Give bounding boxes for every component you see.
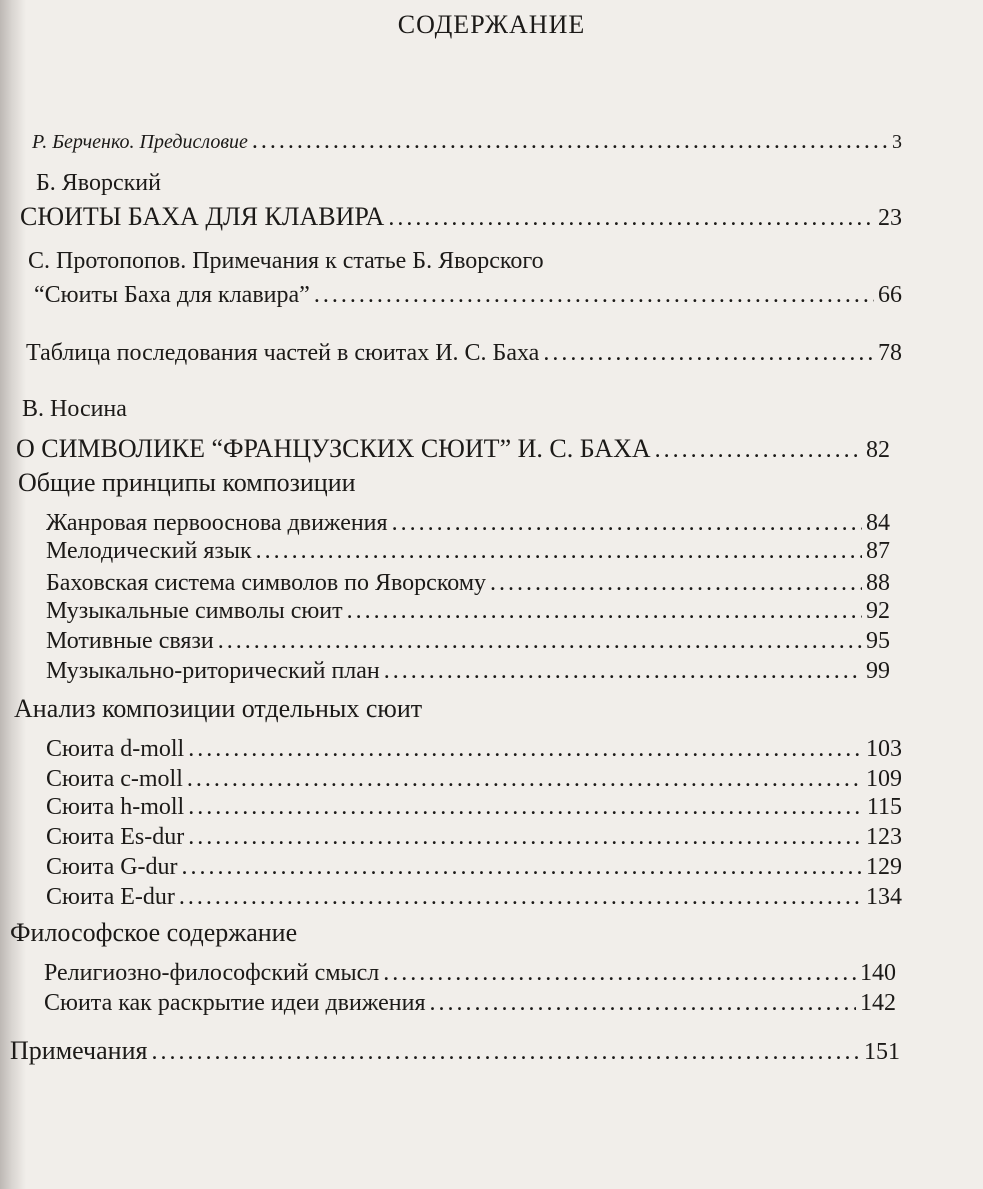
- toc-entry[interactable]: [46, 736, 902, 763]
- toc-entry-text: Р. Берченко. Предисловие: [32, 131, 248, 153]
- toc-entry-heading: СЮИТЫ БАХА ДЛЯ КЛАВИРА: [20, 202, 385, 231]
- toc-entry[interactable]: [46, 794, 902, 821]
- leader-dots: [179, 884, 862, 911]
- toc-page-number: 84: [866, 510, 890, 536]
- toc-page-number: 95: [866, 628, 890, 654]
- leader-dots: [218, 628, 862, 655]
- toc-entry-text: Музыкально-риторический план: [46, 658, 380, 684]
- page-edge-shadow: [0, 0, 26, 1189]
- toc-entry-text: Примечания: [10, 1036, 148, 1065]
- toc-entry-text: Религиозно-философский смысл: [44, 960, 380, 986]
- leader-dots: [655, 437, 862, 464]
- toc-entry-text: Сюита G-dur: [46, 854, 178, 880]
- toc-page-number: 88: [866, 570, 890, 596]
- toc-entry-heading: О СИМВОЛИКЕ “ФРАНЦУЗСКИХ СЮИТ” И. С. БАХА: [16, 434, 651, 463]
- toc-page-number: 151: [864, 1039, 900, 1065]
- toc-entry-text: Баховская система символов по Яворскому: [46, 570, 487, 596]
- toc-entry-text: Таблица последования частей в сюитах И. С. Баха: [26, 340, 540, 366]
- leader-dots: [188, 824, 862, 851]
- section-title-analysis: Анализ композиции отдельных сюит: [14, 694, 423, 723]
- section-title-philosophy: Философское содержание: [10, 918, 298, 947]
- toc-entry[interactable]: [46, 884, 902, 911]
- leader-dots: [188, 794, 863, 821]
- toc-entry[interactable]: [46, 766, 902, 793]
- toc-entry-notes[interactable]: [10, 1036, 900, 1066]
- toc-entry[interactable]: [46, 570, 890, 597]
- leader-dots: [347, 598, 862, 625]
- toc-page-number: 92: [866, 598, 890, 624]
- toc-entry[interactable]: [46, 824, 902, 851]
- toc-entry-text: Сюита Es-dur: [46, 824, 185, 850]
- toc-entry[interactable]: [44, 990, 896, 1017]
- toc-entry[interactable]: [44, 960, 896, 987]
- toc-page-number: 103: [866, 736, 902, 762]
- toc-page-number: 140: [860, 960, 896, 986]
- toc-page-number: 109: [866, 766, 902, 792]
- toc-page-number: 82: [866, 437, 890, 463]
- toc-entry-table[interactable]: [26, 340, 902, 367]
- toc-entry-text: Жанровая первооснова движения: [46, 510, 388, 536]
- leader-dots: [256, 538, 862, 565]
- author-yavorsky: Б. Яворский: [36, 170, 161, 196]
- author-nosina: В. Носина: [22, 396, 127, 422]
- leader-dots: [252, 128, 888, 155]
- toc-page-number: 23: [878, 205, 902, 231]
- leader-dots: [314, 282, 874, 309]
- leader-dots: [490, 570, 862, 597]
- toc-entry[interactable]: [46, 628, 890, 655]
- toc-entry-text: Мелодический язык: [46, 538, 252, 564]
- toc-page-number: 87: [866, 538, 890, 564]
- leader-dots: [388, 205, 874, 232]
- leader-dots: [429, 990, 856, 1017]
- toc-entry-nosina[interactable]: [16, 434, 890, 464]
- toc-page-number: 99: [866, 658, 890, 684]
- toc-entry-text: Сюита d-moll: [46, 736, 185, 762]
- leader-dots: [188, 736, 862, 763]
- toc-entry-text: “Сюиты Баха для клавира”: [34, 282, 310, 308]
- leader-dots: [383, 960, 856, 987]
- toc-page-number: 115: [866, 794, 902, 820]
- toc-page-number: 123: [866, 824, 902, 850]
- leader-dots: [392, 510, 862, 537]
- toc-entry-text: Сюита как раскрытие идеи движения: [44, 990, 426, 1016]
- leader-dots: [187, 766, 862, 793]
- toc-entry-text: Сюита E-dur: [46, 884, 175, 910]
- toc-page-number: 66: [878, 282, 902, 308]
- section-title-general-principles: Общие принципы композиции: [18, 468, 356, 497]
- toc-entry-preface[interactable]: [32, 128, 902, 155]
- toc-page-number: 142: [860, 990, 896, 1016]
- toc-page-number: 129: [866, 854, 902, 880]
- toc-entry-text: Сюита c-moll: [46, 766, 183, 792]
- leader-dots: [384, 658, 862, 685]
- toc-entry-protopopov[interactable]: [34, 282, 902, 309]
- toc-entry-protopopov-line1: С. Протопопов. Примечания к статье Б. Яворского: [28, 248, 544, 274]
- toc-page-number: 3: [892, 131, 902, 153]
- toc-entry-text: Мотивные связи: [46, 628, 214, 654]
- toc-entry[interactable]: [46, 658, 890, 685]
- leader-dots: [182, 854, 862, 881]
- toc-entry-text: Сюита h-moll: [46, 794, 185, 820]
- toc-page-number: 134: [866, 884, 902, 910]
- toc-entry[interactable]: [46, 854, 902, 881]
- toc-entry-yavorsky[interactable]: [20, 202, 902, 232]
- toc-entry[interactable]: [46, 598, 890, 625]
- leader-dots: [543, 340, 874, 367]
- toc-entry[interactable]: [46, 510, 890, 537]
- toc-page-number: 78: [878, 340, 902, 366]
- toc-entry[interactable]: [46, 538, 890, 565]
- leader-dots: [151, 1039, 860, 1066]
- toc-entry-text: Музыкальные символы сюит: [46, 598, 343, 624]
- page-title: СОДЕРЖАНИЕ: [397, 10, 586, 39]
